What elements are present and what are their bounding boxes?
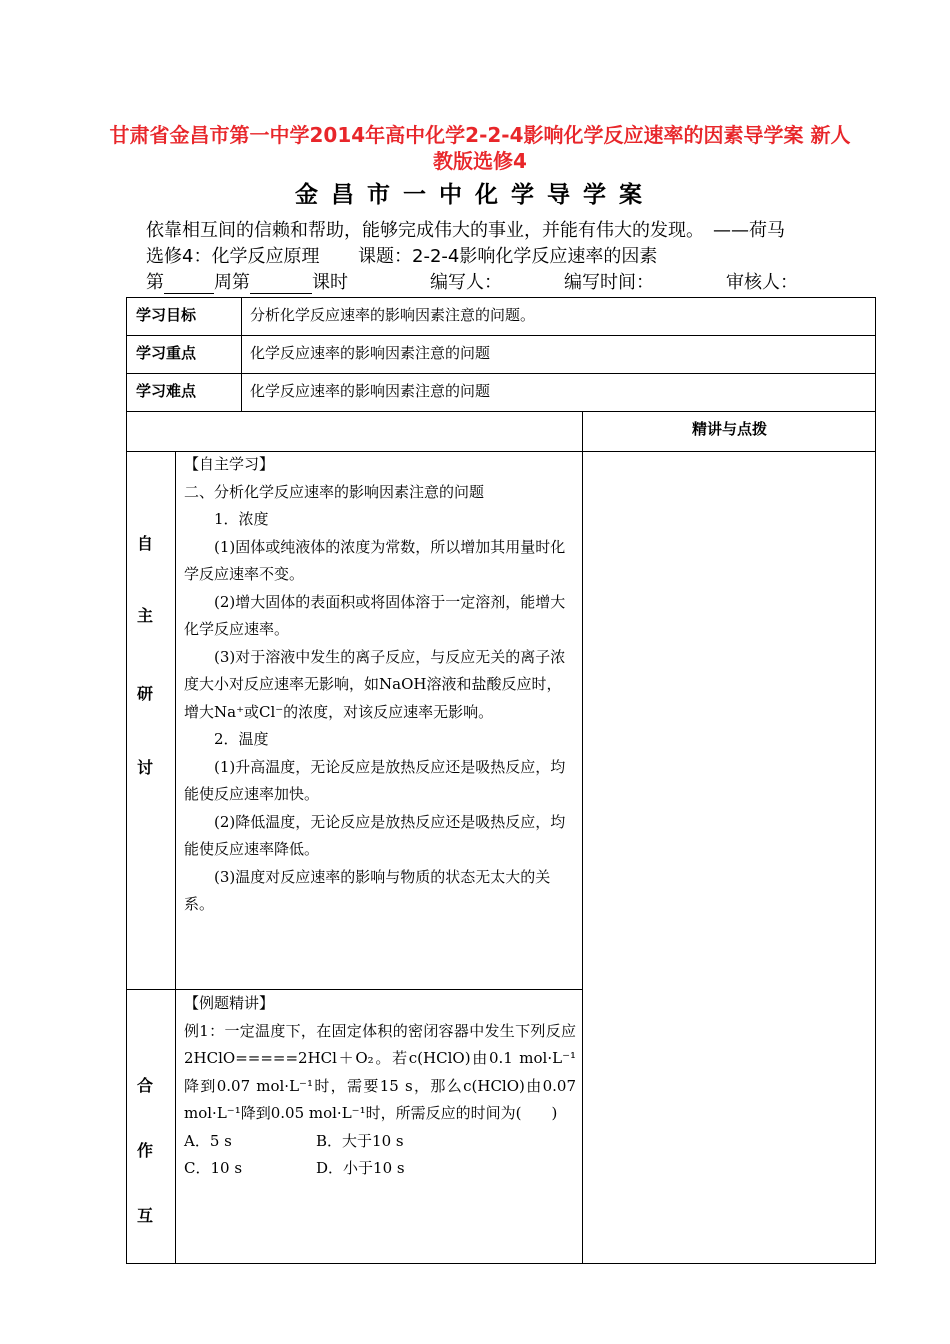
- item-concentration: 1．浓度: [214, 510, 269, 528]
- options-row: [184, 1128, 576, 1156]
- difficulty-text: 化学反应速率的影响因素注意的问题: [250, 382, 491, 400]
- week-blank[interactable]: [164, 275, 214, 294]
- paragraph: (1)升高温度，无论反应是放热反应还是吸热反应，均能使反应速率加快。: [184, 757, 566, 803]
- item-temperature: 2．温度: [214, 730, 269, 748]
- row-divider: [126, 373, 876, 374]
- side-label-char: 作: [137, 1141, 154, 1160]
- example-content: [184, 990, 576, 1183]
- notes-label: 精讲与点拨: [691, 420, 767, 438]
- course-topic: 课题：2-2-4影响化学反应速率的因素: [358, 246, 658, 267]
- focus-text: 化学反应速率的影响因素注意的问题: [250, 344, 491, 362]
- paragraph: (2)降低温度，无论反应是放热反应还是吸热反应，均能使反应速率降低。: [184, 812, 566, 858]
- week-prefix: 第: [146, 272, 164, 293]
- period-suffix: 课时: [312, 272, 348, 293]
- row-divider: [126, 335, 876, 336]
- side-label-char: 研: [137, 684, 154, 703]
- row-divider: [126, 411, 876, 412]
- paragraph: (2)增大固体的表面积或将固体溶于一定溶剂，能增大化学反应速率。: [184, 592, 566, 638]
- self-study-content: [184, 451, 576, 919]
- week-info: [146, 268, 348, 294]
- side-label-char: 合: [137, 1076, 154, 1095]
- side-label-char: 主: [137, 606, 154, 625]
- course-module: 选修4：化学反应原理: [146, 246, 320, 267]
- author-label: 编写人：: [430, 272, 502, 293]
- section-title: 二、分析化学反应速率的影响因素注意的问题: [184, 482, 485, 501]
- difficulty-label: 学习难点: [136, 382, 197, 400]
- option-b[interactable]: B．大于10 s: [316, 1131, 404, 1150]
- goal-label: 学习目标: [136, 306, 197, 324]
- goal-text: 分析化学反应速率的影响因素注意的问题。: [250, 306, 536, 324]
- focus-label: 学习重点: [136, 344, 197, 362]
- option-c[interactable]: C．10 s: [184, 1159, 243, 1177]
- side-label-char: 互: [137, 1206, 154, 1225]
- option-d[interactable]: D．小于10 s: [316, 1159, 405, 1177]
- example-heading: 【例题精讲】: [184, 994, 275, 1012]
- reviewer-label: 审核人：: [726, 272, 798, 293]
- date-label: 编写时间：: [564, 272, 654, 293]
- side-label-char: 讨: [137, 758, 154, 777]
- section-heading: 【自主学习】: [184, 455, 275, 473]
- column-divider: [241, 297, 242, 411]
- week-mid: 周第: [214, 272, 250, 293]
- options-row: [184, 1155, 576, 1183]
- period-blank[interactable]: [250, 275, 312, 294]
- option-a[interactable]: A．5 s: [184, 1131, 232, 1150]
- side-label-char: 自: [137, 534, 154, 553]
- column-divider: [582, 411, 583, 1264]
- paragraph: (3)温度对反应速率的影响与物质的状态无太大的关系。: [184, 867, 551, 913]
- school-header: 金昌市一中化学导学案: [295, 181, 655, 208]
- document-title: 甘肃省金昌市第一中学2014年高中化学2-2-4影响化学反应速率的因素导学案 新人教版选修4: [109, 123, 851, 173]
- column-divider: [175, 451, 176, 1264]
- paragraph: (1)固体或纯液体的浓度为常数，所以增加其用量时化学反应速率不变。: [184, 537, 566, 583]
- motto: 依靠相互间的信赖和帮助，能够完成伟大的事业，并能有伟大的发现。 ——荷马: [146, 220, 785, 241]
- example-question: 例1：一定温度下，在固定体积的密闭容器中发生下列反应2HClO=====2HCl＋O₂。若c(HClO)由0.1 mol·L⁻¹降到0.07 mol·L⁻¹时，需要15 s，那么c(HClO)由0.07 mol·L⁻¹降到0.05 mol·L⁻¹时，所需反应的时间为( ): [184, 1021, 576, 1122]
- paragraph: (3)对于溶液中发生的离子反应，与反应无关的离子浓度大小对反应速率无影响，如NaOH溶液和盐酸反应时，增大Na⁺或Cl⁻的浓度，对该反应速率无影响。: [184, 647, 566, 721]
